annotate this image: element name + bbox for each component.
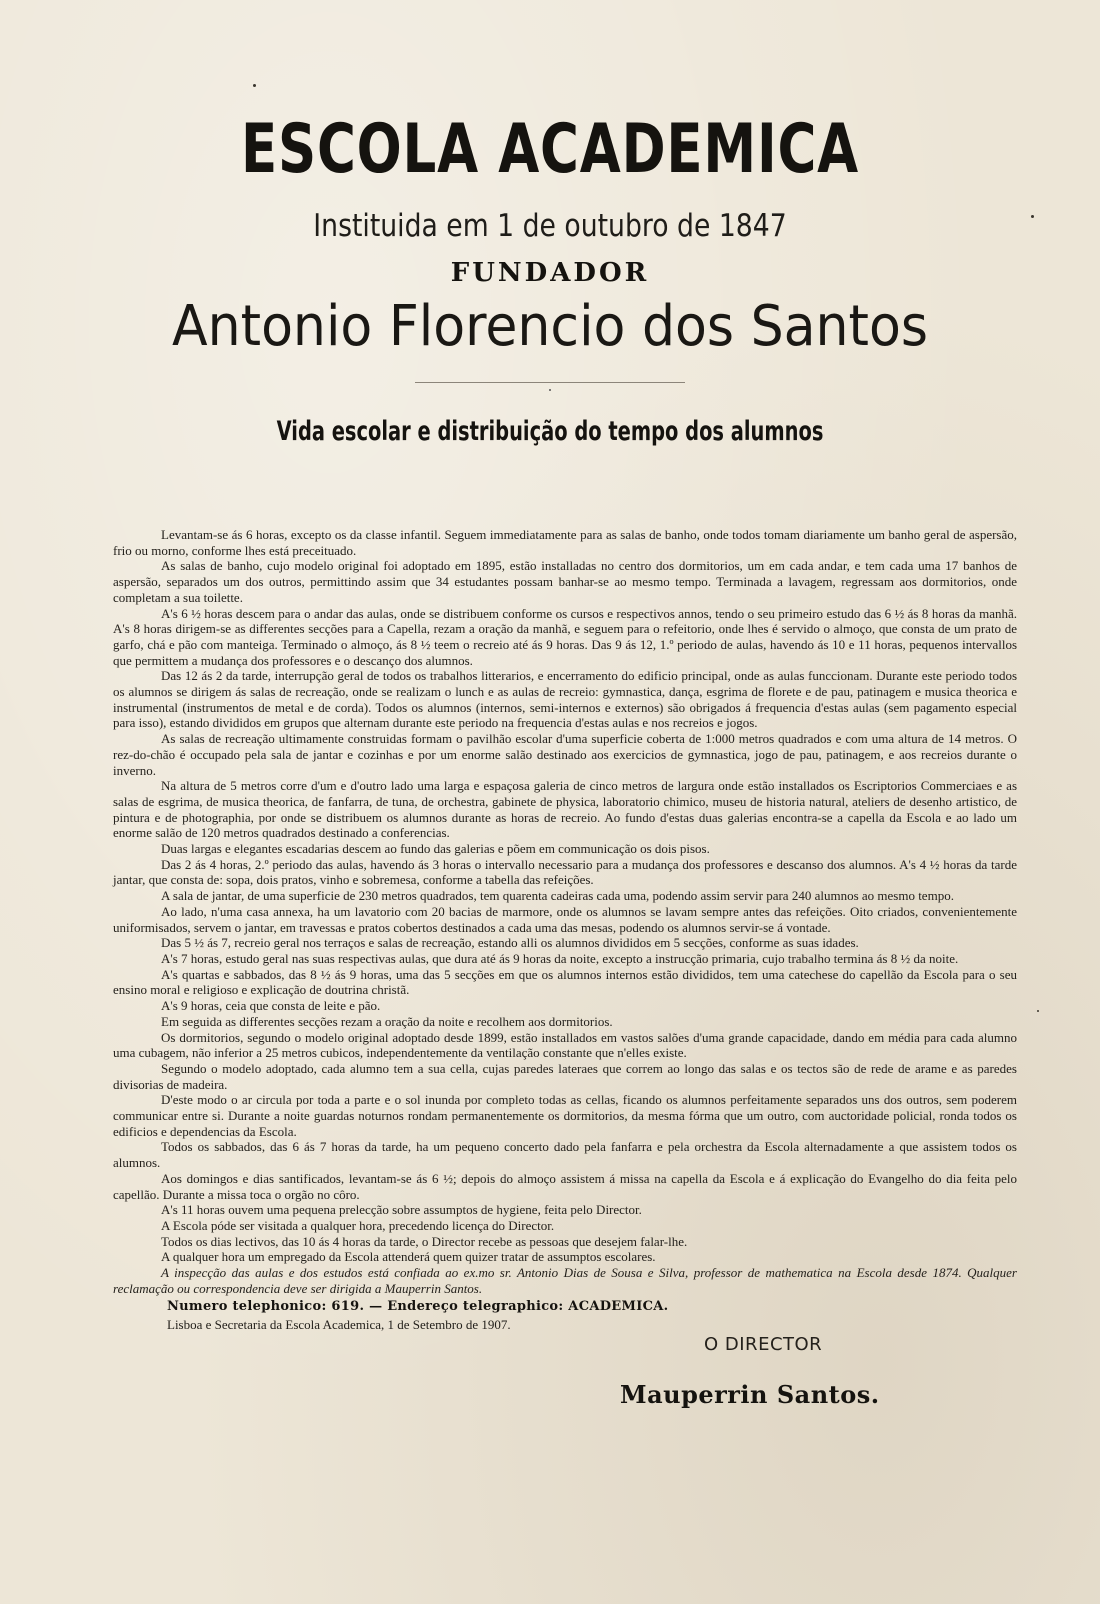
director-label: O DIRECTOR [704,1334,823,1355]
paragraph: Todos os dias lectivos, das 10 ás 4 horas da tarde, o Director recebe as pessoas que desejem falar-lhe. [161,1233,688,1249]
paragraph: As salas de banho, cujo modelo original foi adoptado em 1895, estão installadas no centro dos dormitorios, um em cada andar, e tem cada uma 17 banhos de aspersão, separados um dos outros, permittindo assim que 34 estudantes possam banhar-se ao mesmo tempo. Terminada a lavagem, regressam aos dormitorios, onde completam a sua toilette. [113,558,1017,605]
paragraph: A's 7 horas, estudo geral nas suas respectivas aulas, que dura até ás 9 horas da noite, excepto a instrucção primaria, cujo trabalho termina ás 8 ½ da noite. [161,950,959,966]
paragraph: Duas largas e elegantes escadarias descem ao fundo das galerias e põem em communicação os dois pisos. [161,841,710,857]
paragraph: A's 9 horas, ceia que consta de leite e pão. [161,998,381,1014]
paper-speck [253,84,256,87]
paper-speck [1031,215,1034,218]
founder-name: Antonio Florencio dos Santos [172,294,928,359]
paragraph: Das 2 ás 4 horas, 2.º periodo das aulas, havendo ás 3 horas o intervallo necessario para a mudança dos professores e descanso dos alumnos. A's 4 ½ horas da tarde jantar, que consta de: sopa, dois pratos, vinho e sobremesa, conforme a tabella das refeições. [113,856,1017,888]
founder-label: FUNDADOR [450,258,650,288]
paragraph: Levantam-se ás 6 horas, excepto os da classe infantil. Seguem immediatamente para as salas de banho, onde todos tomam diariamente um banho geral de aspersão, frio ou morno, conforme lhes está preceituado. [113,527,1017,558]
section-title: Vida escolar e distribuição do tempo dos alumnos [276,416,824,447]
director-signature: Mauperrin Santos. [620,1380,880,1409]
paragraph: Das 5 ½ ás 7, recreio geral nos terraços e salas de recreação, estando alli os alumnos divididos em 5 secções, conforme as suas idades. [161,935,859,951]
divider-dot [549,389,551,391]
paragraph: Todos os sabbados, das 6 ás 7 horas da tarde, ha um pequeno concerto dado pela fanfarra e pela orchestra da Escola alternadamente a que assistem todos os alumnos. [113,1139,1017,1171]
paper-speck [1037,1010,1039,1012]
paragraph: Na altura de 5 metros corre d'um e d'outro lado uma larga e espaçosa galeria de cinco metros de largura onde estão installados os Escriptorios Commerciaes e as salas de esgrima, de musica theorica, de fanfarra, de tuna, de orchestra, gabinete de physica, laboratorio chimico, museu de historia natural, ateliers de desenho artistico, de pintura e de photographia, por onde se distribuem os alumnos durante as horas de recreio. Ao fundo d'estas duas galerias encontra-se a capella da Escola e ao lado um enorme salão de 120 metros quadrados destinado a conferencias. [113,778,1017,841]
paragraph: Segundo o modelo adoptado, cada alumno tem a sua cella, cujas paredes lateraes que correm ao longo das salas e os tectos são de rede de arame e as paredes divisorias de madeira. [113,1060,1017,1092]
paragraph: A inspecção das aulas e dos estudos está confiada ao ex.mo sr. Antonio Dias de Sousa e Silva, professor de mathematica na Escola desde 1874. Qualquer reclamação ou correspondencia deve ser dirigida a Mauperrin Santos. [113,1265,1017,1296]
paragraph: A sala de jantar, de uma superficie de 230 metros quadrados, tem quarenta cadeiras cada uma, podendo assim servir para 240 alumnos ao mesmo tempo. [161,888,954,904]
school-name-title: ESCOLA ACADEMICA [240,110,860,189]
body-text [113,527,1017,1333]
founded-date-line: Instituida em 1 de outubro de 1847 [313,208,787,244]
paragraph: Em seguida as differentes secções rezam a oração da noite e recolhem aos dormitorios. [161,1013,613,1029]
paragraph: D'este modo o ar circula por toda a parte e o sol inunda por completo todas as cellas, ficando os alumnos perfeitamente separados uns dos outros, sem poderem communicar entre si. Durante a noite guardas noturnos rondam permanentemente os dormitorios, da mesma fórma que um outro, com auctoridade policial, ronda todos os edificios e dependencias da Escola. [113,1092,1017,1139]
paragraph: Ao lado, n'uma casa annexa, ha um lavatorio com 20 bacias de marmore, onde os alumnos se lavam sempre antes das refeições. Oito criados, convenientemente uniformisados, servem o jantar, em travessas e pratos cobertos destinados a cada uma das mesas, podendo os alumnos servir-se á vontade. [113,903,1017,935]
paragraph: As salas de recreação ultimamente construidas formam o pavilhão escolar d'uma superficie coberta de 1:000 metros quadrados e com uma altura de 14 metros. O rez-do-chão é occupado pela sala de jantar e cozinhas e por um enorme salão destinado aos exercicios de gymnastica, jogo de pau, patinagem, e aos recreios durante o inverno. [113,731,1017,778]
contact-line: Numero telephonico: 619. — Endereço telegraphico: ACADEMICA. [167,1299,669,1315]
paragraph: Aos domingos e dias santificados, levantam-se ás 6 ½; depois do almoço assistem á missa na capella da Escola e á explicação do Evangelho do dia feita pelo capellão. Durante a missa toca o orgão no côro. [113,1170,1017,1202]
paragraph: Das 12 ás 2 da tarde, interrupção geral de todos os trabalhos litterarios, e encerramento do edificio principal, onde as aulas funccionam. Durante este periodo todos os alumnos se dirigem ás salas de recreação, onde se realizam o lunch e as aulas de recreio: gymnastica, dança, esgrima de florete e de pau, patinagem e musica theorica e instrumental (instrumentos de metal e de corda). Todos os alumnos (internos, semi-internos e externos) são obrigados á frequencia d'estas aulas (sem pagamento especial para isso), estando divididos em grupos que alternam durante este periodo na frequencia d'estas aulas e nos recreios e jogos. [113,668,1017,731]
paragraph: A qualquer hora um empregado da Escola attenderá quem quizer tratar de assumptos escolares. [161,1249,656,1265]
paragraph: A Escola póde ser visitada a qualquer hora, precedendo licença do Director. [161,1217,555,1233]
poster-header [0,108,1100,449]
paragraph: A's 6 ½ horas descem para o andar das aulas, onde se distribuem conforme os cursos e respectivos annos, tendo o seu primeiro estudo das 6 ½ ás 8 horas da manhã. A's 8 horas dirigem-se as differentes secções para a Capella, rezam a oração da manhã, e seguem para o refeitorio, onde lhes é servido o almoço, que consta de um prato de garfo, chá e pão com manteiga. Terminado o almoço, ás 8 ½ teem o recreio até ás 9 horas. Das 9 ás 12, 1.º periodo de aulas, havendo ás 10 e 11 horas, pequenos intervallos que permittem a mudança dos professores e o descanço dos alumnos. [113,605,1017,668]
paragraph: A's 11 horas ouvem uma pequena prelecção sobre assumptos de hygiene, feita pelo Director. [161,1202,642,1218]
divider-rule [415,382,685,383]
paragraph: A's quartas e sabbados, das 8 ½ ás 9 horas, uma das 5 secções em que os alumnos internos estão divididos, tem uma catechese do capellão da Escola para o seu ensino moral e religioso e explicação de doutrina christã. [113,966,1017,998]
dateline: Lisboa e Secretaria da Escola Academica, 1 de Setembro de 1907. [167,1317,511,1333]
paragraph: Os dormitorios, segundo o modelo original adoptado desde 1899, estão installados em vastos salões d'uma grande capacidade, dando em média para cada alumno uma cubagem, não inferior a 25 metros cubicos, independentemente da ventilação constante que n'elles existe. [113,1029,1017,1061]
